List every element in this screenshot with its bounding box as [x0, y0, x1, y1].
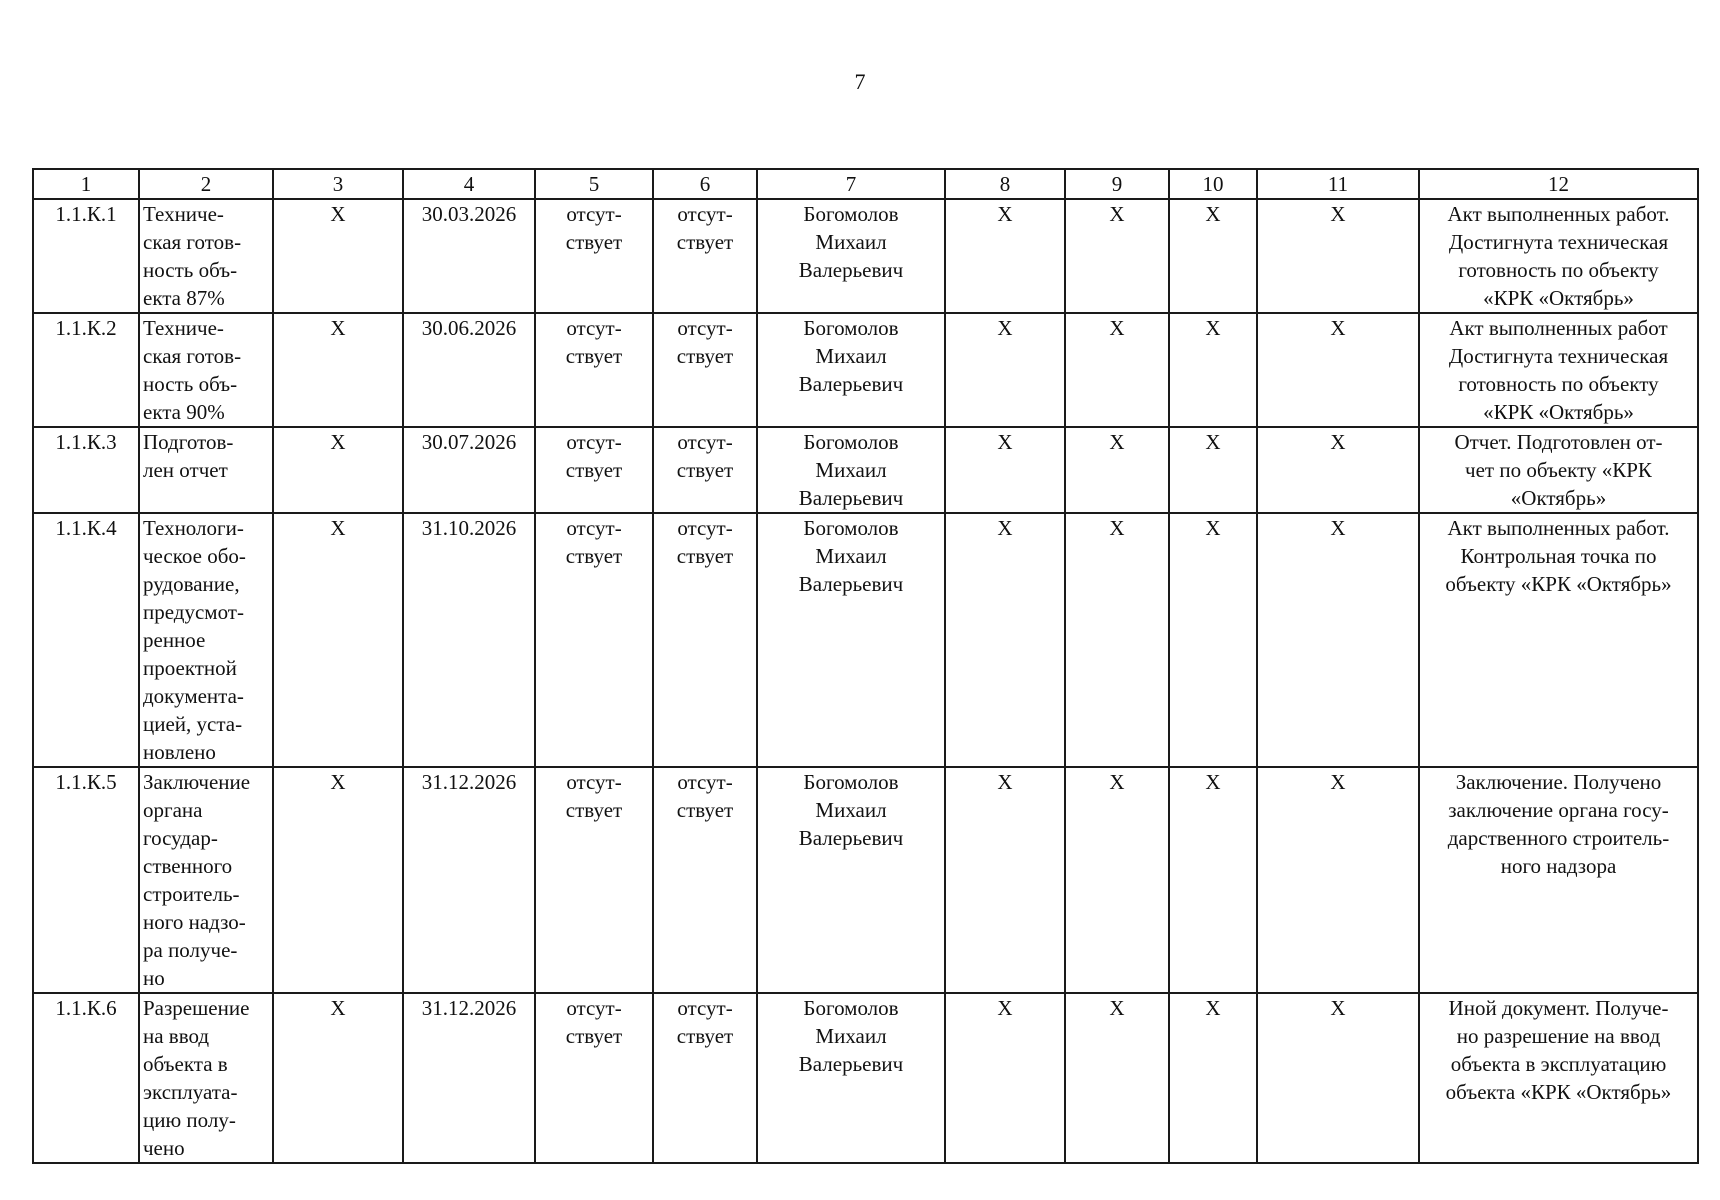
cell-code: 1.1.К.5 — [33, 767, 139, 993]
cell-col6: отсут- ствует — [653, 427, 757, 513]
column-header-6: 6 — [653, 169, 757, 199]
cell-code: 1.1.К.1 — [33, 199, 139, 313]
page-number: 7 — [854, 69, 866, 94]
cell-col9: X — [1065, 427, 1169, 513]
cell-name: Разрешение на ввод объекта в эксплуата- цию полу- чено — [139, 993, 273, 1163]
cell-col5: отсут- ствует — [535, 513, 653, 767]
cell-col10: X — [1169, 427, 1257, 513]
cell-result: Акт выполненных работ Достигнута техническая готовность по объекту «КРК «Октябрь» — [1419, 313, 1698, 427]
cell-date: 31.12.2026 — [403, 767, 535, 993]
cell-col6: отсут- ствует — [653, 993, 757, 1163]
cell-date: 30.07.2026 — [403, 427, 535, 513]
cell-code: 1.1.К.4 — [33, 513, 139, 767]
cell-col3: X — [273, 993, 403, 1163]
cell-col11: X — [1257, 767, 1419, 993]
column-header-5: 5 — [535, 169, 653, 199]
cell-date: 30.06.2026 — [403, 313, 535, 427]
cell-col8: X — [945, 767, 1065, 993]
cell-col10: X — [1169, 767, 1257, 993]
cell-date: 31.12.2026 — [403, 993, 535, 1163]
cell-code: 1.1.К.2 — [33, 313, 139, 427]
cell-name: Заключение органа государ- ственного строитель- ного надзо- ра получе- но — [139, 767, 273, 993]
table-row — [33, 313, 1698, 427]
cell-col5: отсут- ствует — [535, 199, 653, 313]
cell-col11: X — [1257, 199, 1419, 313]
table-row — [33, 199, 1698, 313]
cell-name: Подготов- лен отчет — [139, 427, 273, 513]
cell-result: Акт выполненных работ. Достигнута техническая готовность по объекту «КРК «Октябрь» — [1419, 199, 1698, 313]
table-row — [33, 513, 1698, 767]
cell-responsible: Богомолов Михаил Валерьевич — [757, 427, 945, 513]
cell-col9: X — [1065, 993, 1169, 1163]
cell-col8: X — [945, 427, 1065, 513]
cell-col11: X — [1257, 427, 1419, 513]
column-header-7: 7 — [757, 169, 945, 199]
cell-col9: X — [1065, 767, 1169, 993]
cell-responsible: Богомолов Михаил Валерьевич — [757, 199, 945, 313]
cell-name: Техниче- ская готов- ность объ- екта 87% — [139, 199, 273, 313]
cell-col11: X — [1257, 313, 1419, 427]
column-header-10: 10 — [1169, 169, 1257, 199]
cell-responsible: Богомолов Михаил Валерьевич — [757, 993, 945, 1163]
cell-col8: X — [945, 513, 1065, 767]
column-header-4: 4 — [403, 169, 535, 199]
cell-col5: отсут- ствует — [535, 767, 653, 993]
column-header-11: 11 — [1257, 169, 1419, 199]
table-row — [33, 767, 1698, 993]
cell-col10: X — [1169, 313, 1257, 427]
cell-result: Иной документ. Получе- но разрешение на ввод объекта в эксплуатацию объекта «КРК «Октябрь» — [1419, 993, 1698, 1163]
cell-col6: отсут- ствует — [653, 767, 757, 993]
table-row — [33, 993, 1698, 1163]
cell-responsible: Богомолов Михаил Валерьевич — [757, 513, 945, 767]
cell-name: Техниче- ская готов- ность объ- екта 90% — [139, 313, 273, 427]
cell-col8: X — [945, 313, 1065, 427]
column-header-1: 1 — [33, 169, 139, 199]
cell-result: Заключение. Получено заключение органа госу- дарственного строитель- ного надзора — [1419, 767, 1698, 993]
cell-col5: отсут- ствует — [535, 427, 653, 513]
cell-col10: X — [1169, 513, 1257, 767]
cell-col6: отсут- ствует — [653, 513, 757, 767]
cell-col8: X — [945, 199, 1065, 313]
column-header-3: 3 — [273, 169, 403, 199]
cell-col6: отсут- ствует — [653, 199, 757, 313]
header-row — [33, 169, 1698, 199]
control-points-table — [32, 168, 1699, 1164]
cell-col10: X — [1169, 993, 1257, 1163]
cell-col3: X — [273, 313, 403, 427]
column-header-2: 2 — [139, 169, 273, 199]
cell-result: Акт выполненных работ. Контрольная точка по объекту «КРК «Октябрь» — [1419, 513, 1698, 767]
cell-col8: X — [945, 993, 1065, 1163]
cell-col9: X — [1065, 313, 1169, 427]
column-header-8: 8 — [945, 169, 1065, 199]
cell-col3: X — [273, 513, 403, 767]
cell-col10: X — [1169, 199, 1257, 313]
cell-col11: X — [1257, 993, 1419, 1163]
cell-name: Технологи- ческое обо- рудование, предусмот- ренное проектной документа- цией, уста- новлено — [139, 513, 273, 767]
cell-col3: X — [273, 199, 403, 313]
cell-col3: X — [273, 767, 403, 993]
cell-date: 31.10.2026 — [403, 513, 535, 767]
cell-date: 30.03.2026 — [403, 199, 535, 313]
cell-result: Отчет. Подготовлен от- чет по объекту «КРК «Октябрь» — [1419, 427, 1698, 513]
cell-col9: X — [1065, 513, 1169, 767]
cell-col5: отсут- ствует — [535, 993, 653, 1163]
cell-code: 1.1.К.6 — [33, 993, 139, 1163]
cell-col11: X — [1257, 513, 1419, 767]
cell-col6: отсут- ствует — [653, 313, 757, 427]
column-header-12: 12 — [1419, 169, 1698, 199]
cell-col5: отсут- ствует — [535, 313, 653, 427]
cell-col9: X — [1065, 199, 1169, 313]
cell-responsible: Богомолов Михаил Валерьевич — [757, 767, 945, 993]
cell-code: 1.1.К.3 — [33, 427, 139, 513]
cell-responsible: Богомолов Михаил Валерьевич — [757, 313, 945, 427]
column-header-9: 9 — [1065, 169, 1169, 199]
cell-col3: X — [273, 427, 403, 513]
table-row — [33, 427, 1698, 513]
